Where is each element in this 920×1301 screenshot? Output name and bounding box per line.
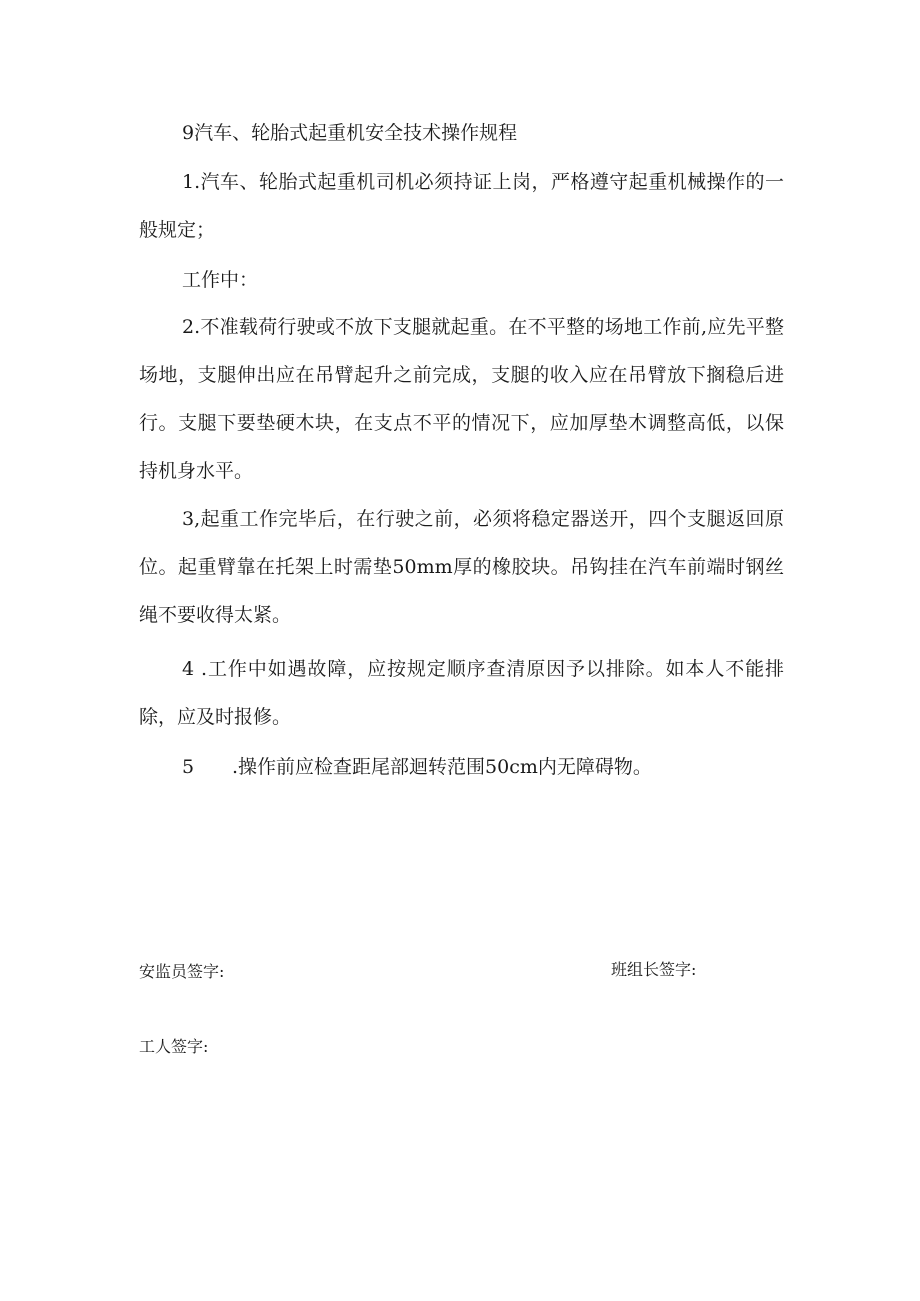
worker-signature-label: 工人签字: (139, 1037, 209, 1056)
safety-officer-signature-label: 安监员签字: (139, 962, 225, 981)
paragraph-4: 4 .工作中如遇故障，应按规定顺序查清原因予以排除。如本人不能排除，应及时报修。 (139, 658, 784, 728)
paragraph-5-text: .操作前应检查距尾部迴转范围50cm内无障碍物。 (232, 756, 652, 778)
paragraph-3: 3,起重工作完毕后，在行驶之前，必须将稳定器送开，四个支腿返回原位。起重臂靠在托架上时需垫50mm厚的橡胶块。吊钩挂在汽车前端时钢丝绳不要收得太紧。 (139, 508, 784, 626)
paragraph-1: 1.汽车、轮胎式起重机司机必须持证上岗，严格遵守起重机械操作的一般规定； (139, 171, 784, 241)
paragraph-5-number: 5 (182, 756, 195, 778)
subheading-during-work: 工作中： (182, 269, 259, 291)
document-title: 9汽车、轮胎式起重机安全技术操作规程 (182, 122, 518, 144)
team-leader-signature-label: 班组长签字: (611, 960, 697, 979)
paragraph-2: 2.不准载荷行驶或不放下支腿就起重。在不平整的场地工作前,应先平整场地，支腿伸出应在吊臂起升之前完成，支腿的收入应在吊臂放下搁稳后进行。支腿下要垫硬木块，在支点不平的情况下，应加厚垫木调整高低，以保持机身水平。 (139, 316, 784, 482)
